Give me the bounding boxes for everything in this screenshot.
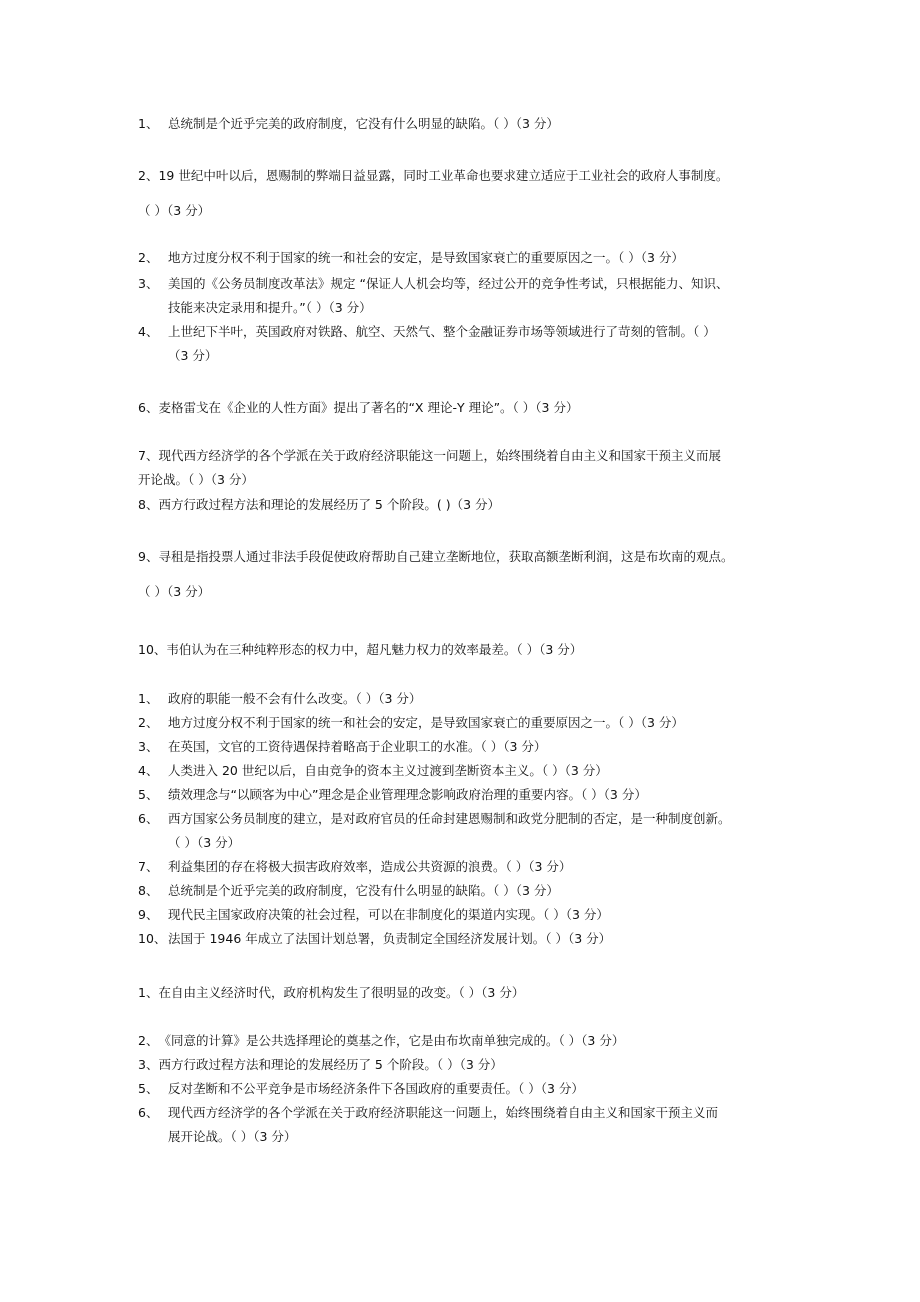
question-number: 7、 bbox=[138, 448, 159, 463]
question-text-continued: 开论战。（ ）（3 分） bbox=[138, 472, 254, 487]
question-number: 10、 bbox=[138, 642, 167, 657]
question-number: 4、 bbox=[138, 324, 159, 339]
question-text: 上世纪下半叶，英国政府对铁路、航空、天然气、整个金融证券市场等领域进行了苛刻的管制。（ ） bbox=[168, 324, 716, 339]
question-number: 1、 bbox=[138, 116, 159, 131]
question-text: 19 世纪中叶以后，恩赐制的弊端日益显露，同时工业革命也要求建立适应于工业社会的政府人事制度。 bbox=[158, 168, 729, 183]
question-text: 现代西方经济学的各个学派在关于政府经济职能这一问题上，始终围绕着自由主义和国家干预主义而展 bbox=[158, 448, 721, 463]
question-text: 政府的职能一般不会有什么改变。（ ）（3 分） bbox=[168, 691, 422, 706]
question-text: 在自由主义经济时代，政府机构发生了很明显的改变。（ ）（3 分） bbox=[158, 985, 525, 1000]
question-item bbox=[138, 320, 788, 368]
question-number: 5、 bbox=[138, 1081, 159, 1096]
question-text: 人类进入 20 世纪以后，自由竞争的资本主义过渡到垄断资本主义。（ ）（3 分） bbox=[168, 763, 608, 778]
question-item bbox=[138, 927, 788, 951]
question-text: 《同意的计算》是公共选择理论的奠基之作，它是由布坎南单独完成的。（ ）（3 分） bbox=[158, 1033, 625, 1048]
question-number: 5、 bbox=[138, 787, 159, 802]
question-number: 6、 bbox=[138, 1105, 159, 1120]
question-item bbox=[138, 981, 788, 1005]
question-text: 麦格雷戈在《企业的人性方面》提出了著名的“X 理论-Y 理论”。（ ）（3 分） bbox=[158, 400, 579, 415]
question-text: 地方过度分权不利于国家的统一和社会的安定，是导致国家衰亡的重要原因之一。（ ）（3 分） bbox=[168, 715, 684, 730]
question-text: 反对垄断和不公平竞争是市场经济条件下各国政府的重要责任。（ ）（3 分） bbox=[168, 1081, 584, 1096]
question-text: 总统制是个近乎完美的政府制度，它没有什么明显的缺陷。（ ）（3 分） bbox=[168, 883, 559, 898]
question-text: 总统制是个近乎完美的政府制度，它没有什么明显的缺陷。（ ）（3 分） bbox=[168, 116, 559, 131]
question-text: 在英国，文官的工资待遇保持着略高于企业职工的水准。（ ）（3 分） bbox=[168, 739, 547, 754]
question-continuation bbox=[138, 580, 788, 604]
question-item bbox=[138, 246, 788, 270]
question-text-continued: （ ）（3 分） bbox=[168, 835, 241, 850]
question-item bbox=[138, 444, 788, 492]
question-text-continued: （3 分） bbox=[168, 348, 218, 363]
question-number: 2、 bbox=[138, 1033, 159, 1048]
question-number: 3、 bbox=[138, 276, 159, 291]
question-number: 9、 bbox=[138, 907, 159, 922]
question-item bbox=[138, 396, 788, 420]
question-text-continued: 技能来决定录用和提升。”（ ）（3 分） bbox=[168, 300, 372, 315]
question-text-continued: 展开论战。（ ）（3 分） bbox=[168, 1129, 297, 1144]
question-item bbox=[138, 1077, 788, 1101]
question-text: 地方过度分权不利于国家的统一和社会的安定，是导致国家衰亡的重要原因之一。（ ）（3 分） bbox=[168, 250, 684, 265]
question-text: 绩效理念与“以顾客为中心”理念是企业管理理念影响政府治理的重要内容。（ ）（3 分） bbox=[168, 787, 647, 802]
question-number: 3、 bbox=[138, 739, 159, 754]
question-item bbox=[138, 783, 788, 807]
question-number: 2、 bbox=[138, 250, 159, 265]
question-number: 4、 bbox=[138, 763, 159, 778]
question-text: 寻租是指投票人通过非法手段促使政府帮助自己建立垄断地位，获取高额垄断利润，这是布坎南的观点。 bbox=[158, 549, 734, 564]
question-item bbox=[138, 1053, 788, 1077]
question-item bbox=[138, 545, 788, 569]
question-text: 美国的《公务员制度改革法》规定 “保证人人机会均等，经过公开的竞争性考试，只根据能力、知识、 bbox=[168, 276, 729, 291]
question-text: 西方行政过程方法和理论的发展经历了 5 个阶段。（ ）（3 分） bbox=[158, 1057, 503, 1072]
question-number: 2、 bbox=[138, 715, 159, 730]
question-text: 利益集团的存在将极大损害政府效率，造成公共资源的浪费。（ ）（3 分） bbox=[168, 859, 572, 874]
question-text: 西方行政过程方法和理论的发展经历了 5 个阶段。( )（3 分） bbox=[158, 497, 501, 512]
question-continuation bbox=[138, 199, 788, 223]
question-number: 8、 bbox=[138, 883, 159, 898]
question-item bbox=[138, 759, 788, 783]
question-text: 现代西方经济学的各个学派在关于政府经济职能这一问题上，始终围绕着自由主义和国家干预主义而 bbox=[168, 1105, 719, 1120]
question-text-continued: （ ）（3 分） bbox=[138, 203, 211, 218]
question-text: 法国于 1946 年成立了法国计划总署，负责制定全国经济发展计划。（ ）（3 分） bbox=[168, 931, 612, 946]
question-item bbox=[138, 807, 788, 855]
question-item bbox=[138, 711, 788, 735]
question-number: 3、 bbox=[138, 1057, 159, 1072]
question-number: 10、 bbox=[138, 931, 167, 946]
question-item bbox=[138, 687, 788, 711]
question-item bbox=[138, 112, 788, 136]
question-item bbox=[138, 164, 788, 188]
question-number: 1、 bbox=[138, 985, 159, 1000]
question-text: 现代民主国家政府决策的社会过程，可以在非制度化的渠道内实现。（ ）（3 分） bbox=[168, 907, 609, 922]
question-item bbox=[138, 879, 788, 903]
question-number: 7、 bbox=[138, 859, 159, 874]
question-item bbox=[138, 272, 788, 320]
question-number: 6、 bbox=[138, 811, 159, 826]
question-item bbox=[138, 493, 788, 517]
question-item bbox=[138, 1029, 788, 1053]
question-item bbox=[138, 1101, 788, 1149]
question-number: 8、 bbox=[138, 497, 159, 512]
question-number: 6、 bbox=[138, 400, 159, 415]
question-text-continued: （ ）（3 分） bbox=[138, 584, 211, 599]
question-item bbox=[138, 855, 788, 879]
question-number: 1、 bbox=[138, 691, 159, 706]
question-text: 西方国家公务员制度的建立，是对政府官员的任命封建恩赐制和政党分肥制的否定，是一种制度创新。 bbox=[168, 811, 731, 826]
question-item bbox=[138, 735, 788, 759]
question-number: 2、 bbox=[138, 168, 159, 183]
question-number: 9、 bbox=[138, 549, 159, 564]
question-text: 韦伯认为在三种纯粹形态的权力中，超凡魅力权力的效率最差。（ ）（3 分） bbox=[166, 642, 583, 657]
question-item bbox=[138, 903, 788, 927]
question-item bbox=[138, 638, 788, 662]
